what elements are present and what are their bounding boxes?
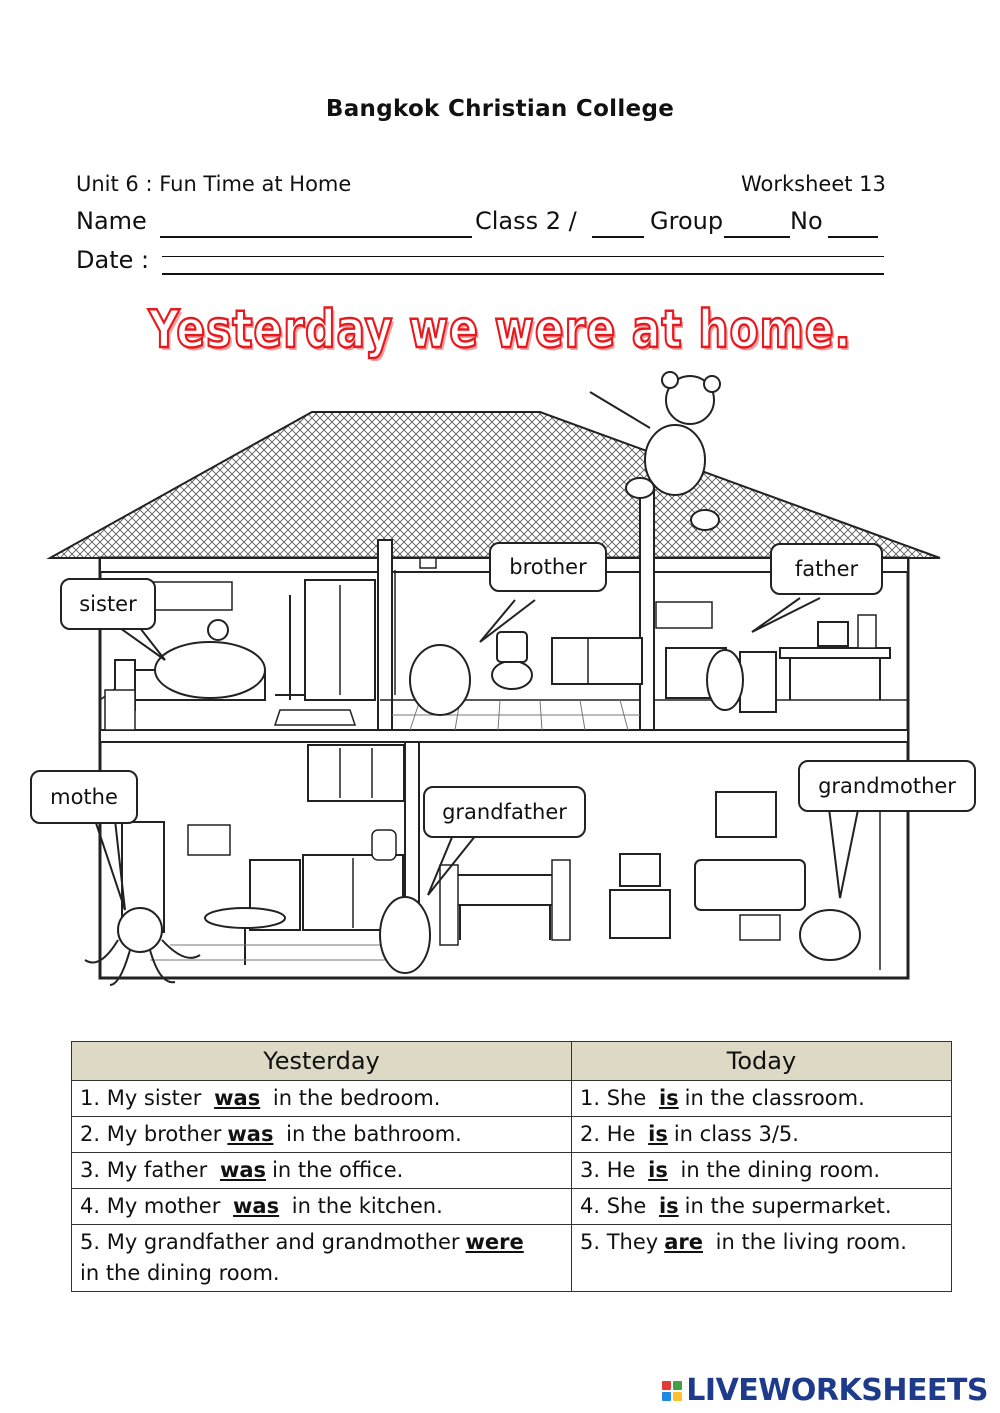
yesterday-cell: 4. My mother was in the kitchen. [72, 1189, 572, 1225]
date-guide-line [162, 256, 884, 257]
table-row [72, 1153, 952, 1189]
grandfather-character [380, 897, 430, 973]
date-label: Date : [76, 246, 150, 274]
sentence-table [71, 1041, 952, 1292]
bubble-grandmother: grandmother [798, 760, 976, 812]
bubble-grandfather: grandfather [423, 786, 586, 838]
verb-answer[interactable]: was [233, 1194, 280, 1218]
house-illustration [0, 370, 1000, 1010]
table-row [72, 1189, 952, 1225]
today-cell: 5. They are in the living room. [572, 1225, 952, 1292]
class-label: Class 2 / [475, 207, 577, 235]
yesterday-cell: 1. My sister was in the bedroom. [72, 1081, 572, 1117]
bubble-brother: brother [489, 542, 607, 592]
verb-answer[interactable]: is [658, 1194, 679, 1218]
yesterday-cell: 2. My brother was in the bathroom. [72, 1117, 572, 1153]
today-cell: 2. He is in class 3/5. [572, 1117, 952, 1153]
worksheet-title: Yesterday we were at home. [148, 300, 852, 360]
verb-answer[interactable]: was [227, 1122, 274, 1146]
verb-answer[interactable]: was [219, 1158, 267, 1182]
class-field[interactable] [592, 236, 644, 238]
verb-answer[interactable]: are [664, 1230, 703, 1254]
name-label: Name [76, 207, 147, 235]
father-character [707, 650, 743, 710]
today-cell: 1. She is in the classroom. [572, 1081, 952, 1117]
roof [50, 412, 940, 558]
school-name: Bangkok Christian College [325, 96, 675, 122]
sister-character [155, 642, 265, 698]
name-field[interactable] [160, 236, 472, 238]
table-row [72, 1117, 952, 1153]
date-field[interactable] [162, 273, 884, 275]
unit-title: Unit 6 : Fun Time at Home [76, 172, 352, 196]
group-field[interactable] [724, 236, 790, 238]
verb-answer[interactable]: is [648, 1122, 668, 1146]
bubble-mother: mothe [30, 770, 138, 824]
grandmother-character [800, 910, 860, 960]
liveworksheets-logo [662, 1373, 988, 1408]
mother-character [118, 908, 162, 952]
floor-divider [100, 730, 908, 742]
verb-answer[interactable]: were [465, 1230, 524, 1254]
yesterday-cell: 3. My father was in the office. [72, 1153, 572, 1189]
today-cell: 4. She is in the supermarket. [572, 1189, 952, 1225]
no-label: No [790, 207, 823, 235]
today-header: Today [572, 1042, 952, 1081]
table-row [72, 1081, 952, 1117]
verb-answer[interactable]: is [648, 1158, 668, 1182]
logo-blocks-icon [662, 1381, 682, 1401]
yesterday-header: Yesterday [72, 1042, 572, 1081]
no-field[interactable] [828, 236, 878, 238]
brand-name: LIVEWORKSHEETS [686, 1373, 988, 1408]
bubble-sister: sister [60, 578, 156, 630]
brother-character [410, 645, 470, 715]
bubble-father: father [770, 543, 883, 595]
today-cell: 3. He is in the dining room. [572, 1153, 952, 1189]
group-label: Group [650, 207, 724, 235]
table-row [72, 1225, 952, 1292]
verb-answer[interactable]: is [658, 1086, 679, 1110]
verb-answer[interactable]: was [214, 1086, 261, 1110]
yesterday-cell: 5. My grandfather and grandmother were in the dining room. [72, 1225, 572, 1292]
worksheet-number: Worksheet 13 [741, 172, 886, 196]
